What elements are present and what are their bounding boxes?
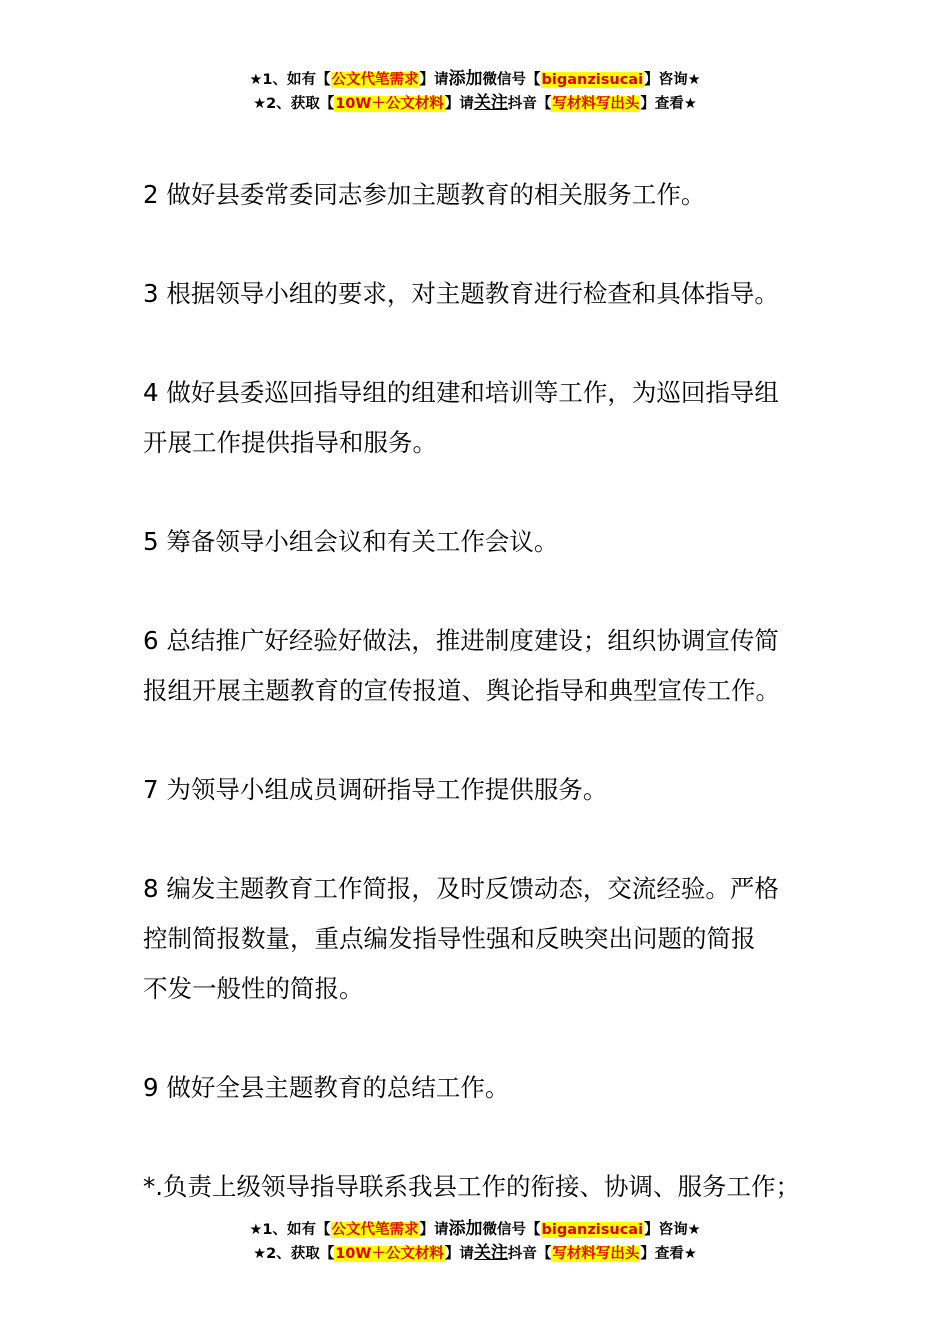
highlight-douyin-id: 写材料写出头 <box>552 1246 640 1262</box>
highlight-materials: 10W＋公文材料 <box>335 1246 444 1262</box>
highlight-service: 公文代笔需求 <box>331 1222 419 1238</box>
paragraph <box>143 1162 843 1212</box>
notice-line-2: ★2、获取【10W＋公文材料】请关注抖音【写材料写出头】查看★ <box>253 1243 697 1263</box>
paragraph-line: 5 筹备领导小组会议和有关工作会议。 <box>143 527 559 556</box>
highlight-service: 公文代笔需求 <box>331 72 419 88</box>
paragraph <box>143 616 843 716</box>
notice-line-1: ★1、如有【公文代笔需求】请添加微信号【biganzisucai】咨询★ <box>249 69 701 89</box>
paragraph <box>143 765 843 815</box>
paragraph-line: 7 为领导小组成员调研指导工作提供服务。 <box>143 775 608 804</box>
highlight-wechat-id: biganzisucai <box>541 1222 644 1238</box>
highlight-materials: 10W＋公文材料 <box>335 96 444 112</box>
paragraph <box>143 517 843 567</box>
header-notice <box>0 67 950 115</box>
star-icon: ★ <box>253 1246 267 1262</box>
paragraph-line: 3 根据领导小组的要求，对主题教育进行检查和具体指导。 <box>143 279 779 308</box>
paragraph-line: 4 做好县委巡回指导组的组建和培训等工作，为巡回指导组 <box>143 378 779 407</box>
paragraph-line: 报组开展主题教育的宣传报道、舆论指导和典型宣传工作。 <box>143 676 780 705</box>
paragraph <box>143 170 843 220</box>
highlight-douyin-id: 写材料写出头 <box>552 96 640 112</box>
notice-line-1: ★1、如有【公文代笔需求】请添加微信号【biganzisucai】咨询★ <box>249 1219 701 1239</box>
paragraph-line: 开展工作提供指导和服务。 <box>143 428 437 457</box>
star-icon: ★ <box>249 1222 263 1238</box>
paragraph-line: 不发一般性的简报。 <box>143 974 364 1003</box>
paragraph-line: 6 总结推广好经验好做法，推进制度建设；组织协调宣传简 <box>143 626 779 655</box>
paragraph <box>143 269 843 319</box>
paragraph <box>143 1063 843 1113</box>
paragraph-line: *.负责上级领导指导联系我县工作的衔接、协调、服务工作； <box>143 1172 801 1201</box>
paragraph <box>143 864 843 1014</box>
footer-notice <box>0 1217 950 1265</box>
paragraph-line: 9 做好全县主题教育的总结工作。 <box>143 1073 510 1102</box>
paragraph-line: 2 做好县委常委同志参加主题教育的相关服务工作。 <box>143 180 706 209</box>
paragraph-line: 控制简报数量，重点编发指导性强和反映突出问题的简报 <box>143 924 756 953</box>
highlight-wechat-id: biganzisucai <box>541 72 644 88</box>
star-icon: ★ <box>253 96 267 112</box>
star-icon: ★ <box>249 72 263 88</box>
notice-line-2: ★2、获取【10W＋公文材料】请关注抖音【写材料写出头】查看★ <box>253 93 697 113</box>
document-body <box>143 170 843 1261</box>
paragraph-line: 8 编发主题教育工作简报，及时反馈动态，交流经验。严格 <box>143 874 779 903</box>
paragraph <box>143 368 843 468</box>
